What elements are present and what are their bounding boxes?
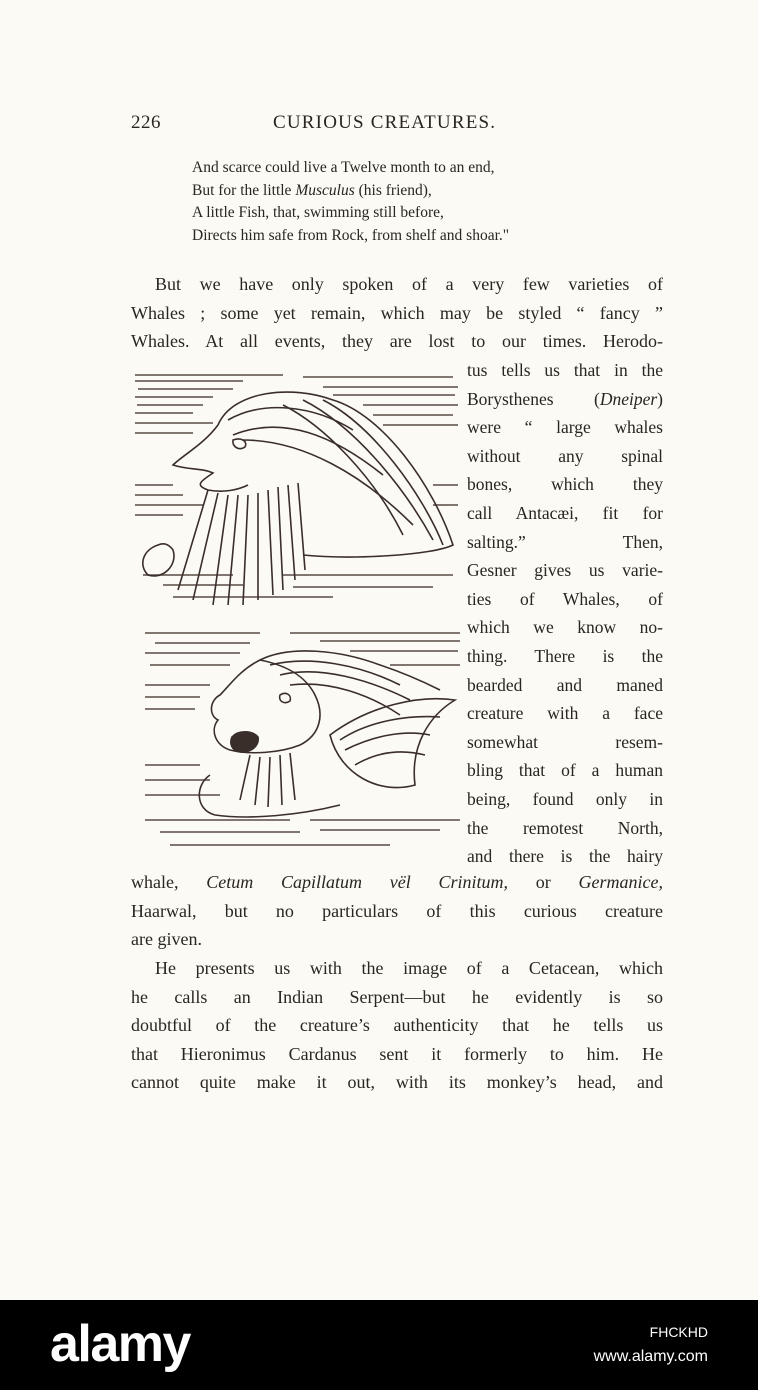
woodcut-maned-whale xyxy=(140,625,462,860)
alamy-logo: alamy xyxy=(50,1315,190,1373)
text-line: He presents us with the image of a Cetacean, which xyxy=(155,958,663,978)
verse-line: Directs him safe from Rock, from shelf and shoar." xyxy=(192,226,510,244)
text-line: Whales. At all events, they are lost to our times. Herodo- xyxy=(131,331,663,352)
page-number: 226 xyxy=(131,112,161,133)
text-line: Haarwal, but no particulars of this curious creature xyxy=(131,900,663,921)
text-line: whale, Cetum Capillatum vël Crinitum, or Germanice, xyxy=(131,872,664,892)
verse-quote xyxy=(192,157,652,247)
verse-line: But for the little Musculus (his friend), xyxy=(192,181,432,199)
text-line: cannot quite make it out, with its monkey’s head, and xyxy=(131,1072,663,1093)
text-line: are given. xyxy=(131,929,202,950)
woodcut-bearded-whale xyxy=(133,365,461,610)
image-code: FHCKHD xyxy=(649,1324,708,1340)
paragraph-1-continued xyxy=(131,868,663,954)
side-column-text: tus tells us that in the Borysthenes (Dneiper) were “ large whales without any spinal bones, which they call Antacæi, fit for salting.” Then, Gesner gives us varie- ties of Whales, of which we know no- thing. There is the bearded and maned creature with a face somewhat resem- bling that of a human being, found only in the remotest North, and there is the hairy xyxy=(467,360,663,867)
verse-line: A little Fish, that, swimming still before, xyxy=(192,204,444,221)
footer-url: www.alamy.com xyxy=(593,1348,708,1365)
watermark-footer xyxy=(0,1300,758,1390)
paragraph-2 xyxy=(131,954,663,1097)
text-line: he calls an Indian Serpent—but he evidently is so xyxy=(131,986,663,1007)
verse-line: And scarce could live a Twelve month to an end, xyxy=(192,159,495,176)
text-line: that Hieronimus Cardanus sent it formerly to him. He xyxy=(131,1043,663,1064)
paragraph-1 xyxy=(131,270,663,356)
text-line: doubtful of the creature’s authenticity that he tells us xyxy=(131,1015,663,1036)
running-title: CURIOUS CREATURES. xyxy=(273,112,497,133)
text-line: But we have only spoken of a very few varieties of xyxy=(155,274,663,294)
text-line: Whales ; some yet remain, which may be styled “ fancy ” xyxy=(131,302,663,323)
